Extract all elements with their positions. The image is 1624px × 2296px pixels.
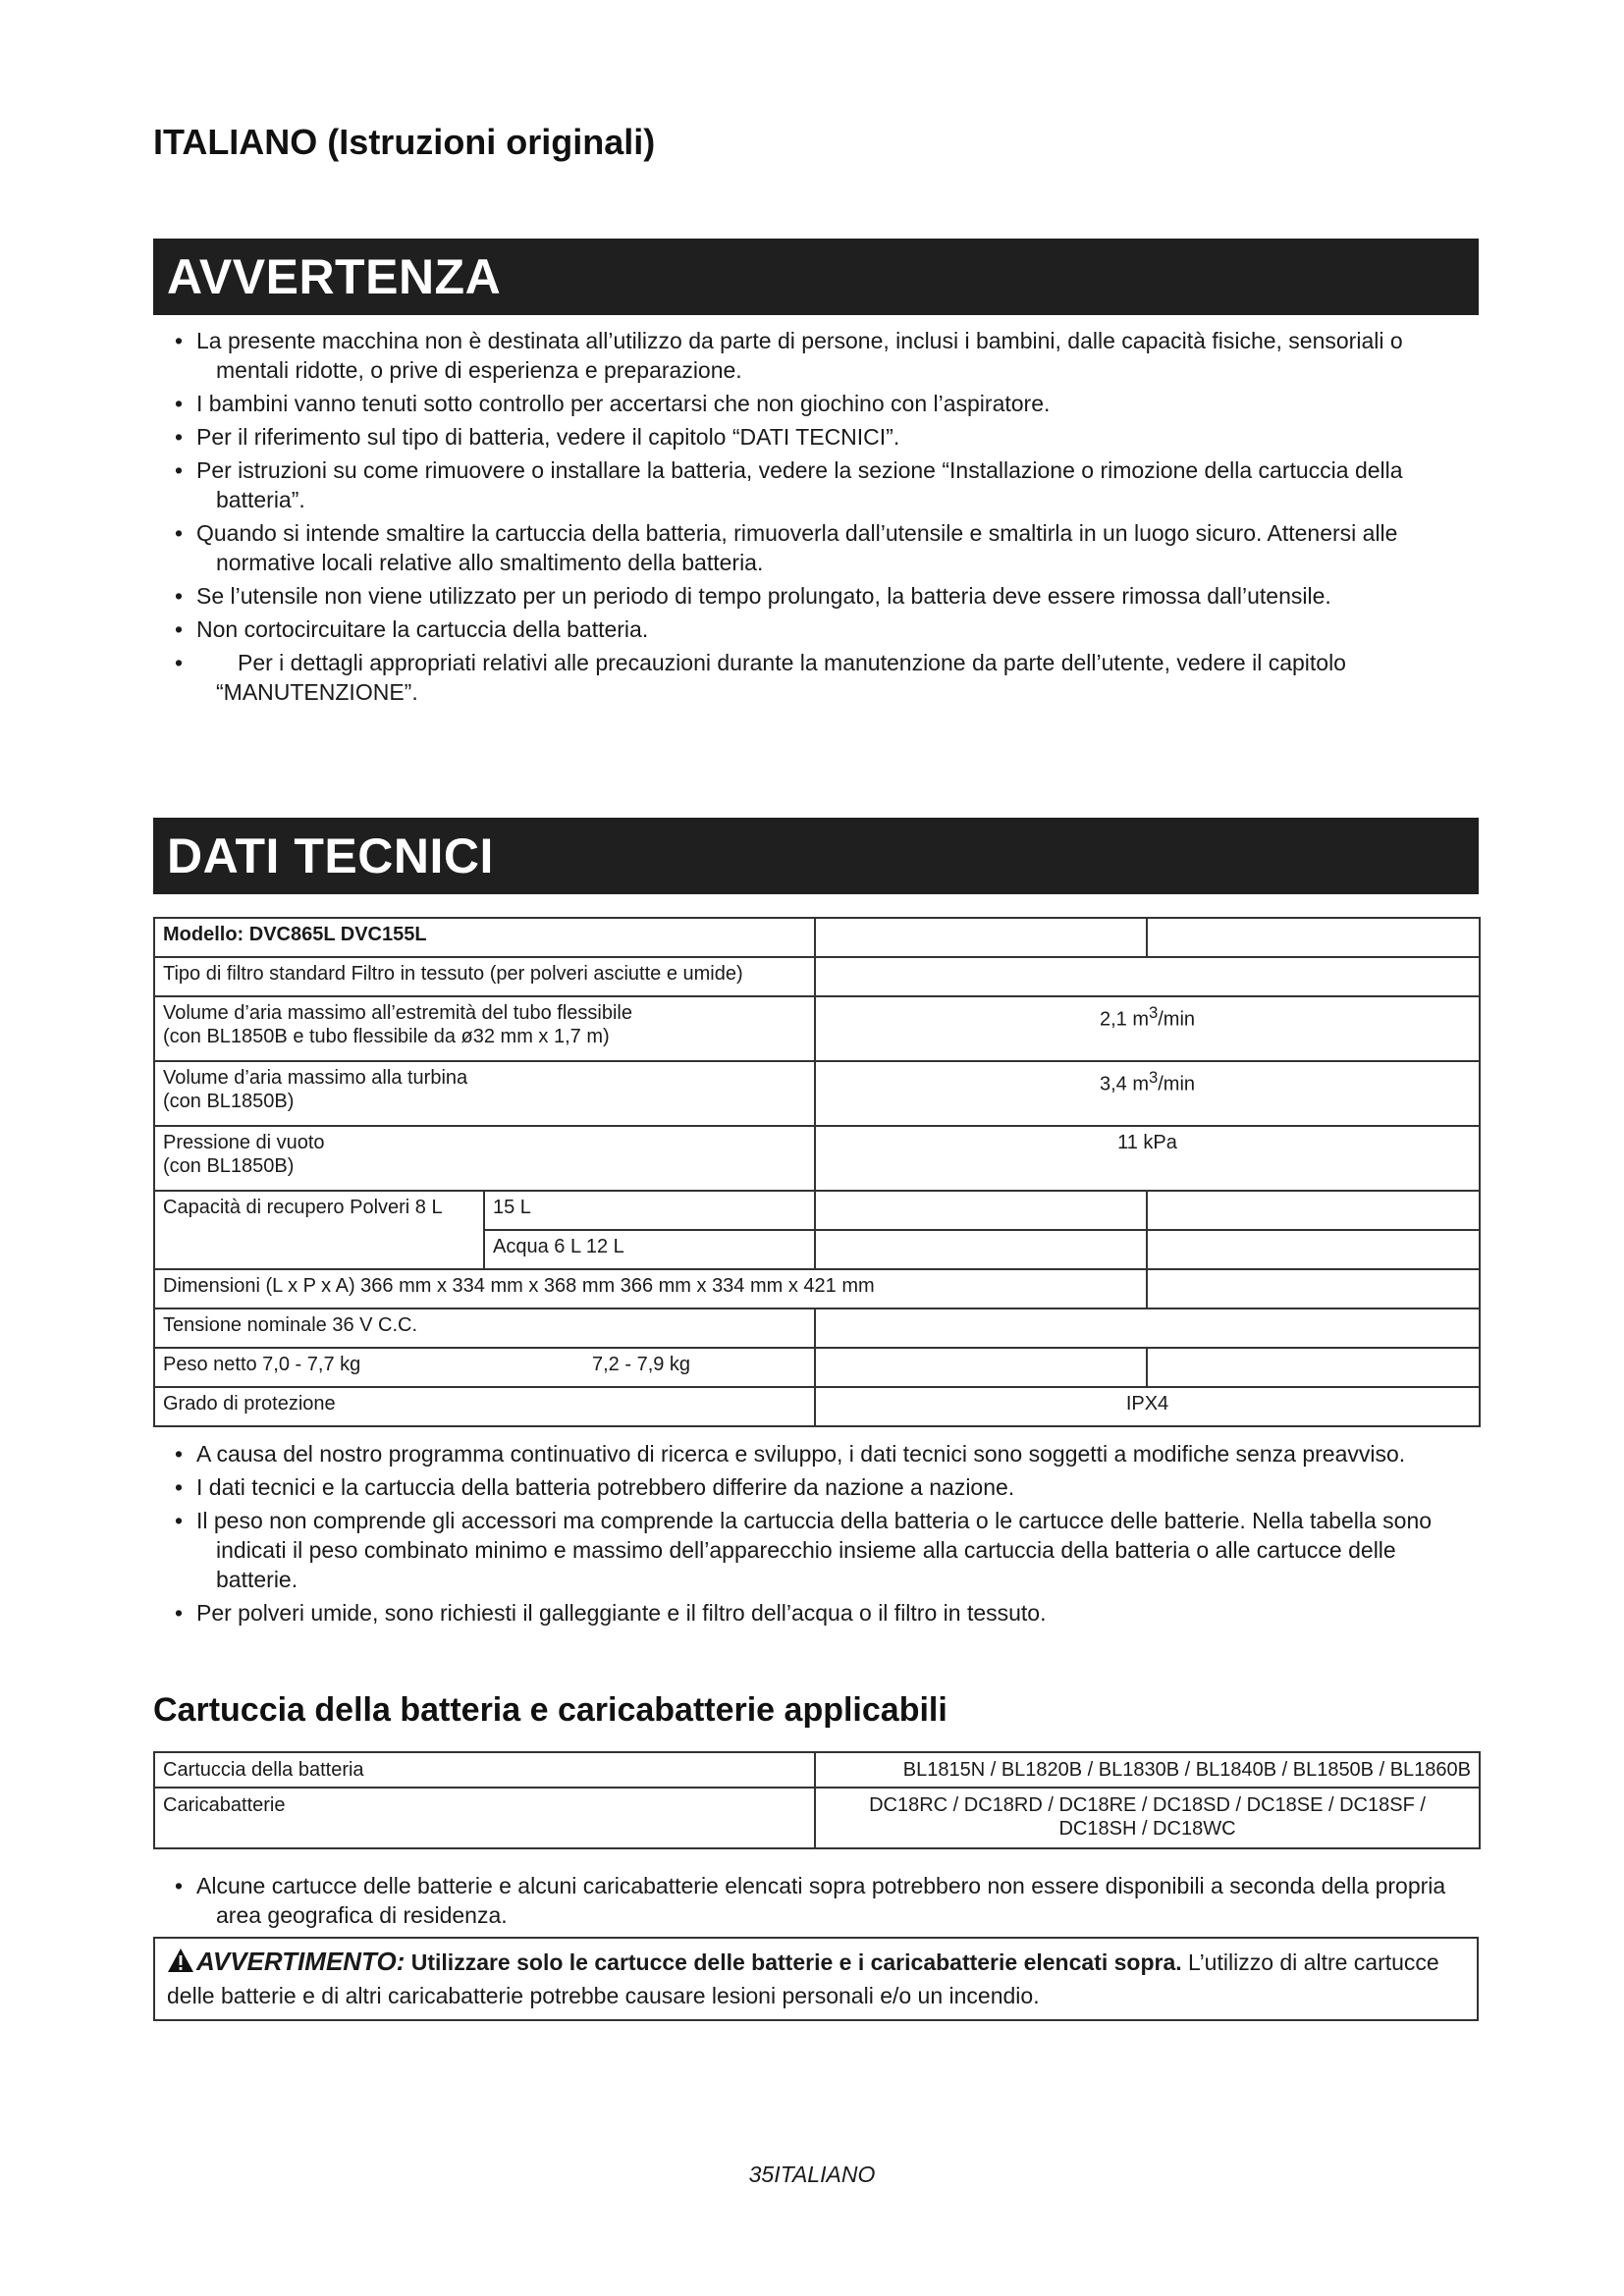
table-row: [154, 957, 1480, 996]
vacuum-label: Pressione di vuoto (con BL1850B): [154, 1126, 815, 1191]
footer-language: ITALIANO: [774, 2162, 876, 2187]
warning-section-title: AVVERTENZA: [153, 239, 1479, 315]
warning-triangle-icon: [167, 1948, 194, 1981]
warning-item: • Per i dettagli appropriati relativi alle precauzioni durante la manutenzione da parte dell’utente, vedere il capitolo “MANUTENZIONE”.: [175, 650, 1346, 705]
airflow-turbine-value: 3,4 $m^3/\min$: [815, 1061, 1480, 1126]
battery-note-list: [153, 1871, 1479, 1934]
caution-box: [153, 1937, 1479, 2021]
note-item: • A causa del nostro programma continuativo di ricerca e sviluppo, i dati tecnici sono soggetti a modifiche senza preavviso.: [175, 1441, 1406, 1467]
weight-a: Peso netto 7,0 - 7,7 kg: [154, 1348, 484, 1387]
charger-models: DC18RC / DC18RD / DC18RE / DC18SD / DC18SE / DC18SF / DC18SH / DC18WC: [815, 1788, 1480, 1848]
caution-text: L’utilizzo di altre cartucce delle batterie e di altri caricabatterie potrebbe causare lesioni personali e/o un incendio.: [167, 1949, 1439, 2008]
table-row: [154, 1269, 1480, 1308]
voltage: Tensione nominale 36 V C.C.: [154, 1308, 815, 1348]
table-row: [154, 1126, 1480, 1191]
warning-item: • I bambini vanno tenuti sotto controllo per accertarsi che non giochino con l’aspiratore.: [175, 391, 1051, 416]
capacity-water: Acqua 6 L 12 L: [484, 1230, 815, 1269]
table-row: [154, 918, 1480, 957]
table-row: [154, 1348, 1480, 1387]
caution-label: AVVERTIMENTO:: [196, 1947, 406, 1976]
warning-item: • Non cortocircuitare la cartuccia della batteria.: [175, 616, 649, 642]
battery-note: • Alcune cartucce delle batterie e alcuni caricabatterie elencati sopra potrebbero non essere disponibili a seconda della propria area geografica di residenza.: [175, 1873, 1446, 1928]
warning-item: • Quando si intende smaltire la cartuccia della batteria, rimuoverla dall’utensile e smaltirla in un luogo sicuro. Attenersi alle normative locali relative allo smaltimento della batteria.: [175, 520, 1398, 575]
airflow-turbine-label: Volume d’aria massimo alla turbina (con BL1850B): [154, 1061, 815, 1126]
weight-b: 7,2 - 7,9 kg: [484, 1348, 815, 1387]
page-footer: [0, 2162, 1624, 2188]
warning-item: • Se l’utensile non viene utilizzato per un periodo di tempo prolungato, la batteria deve essere rimossa dall’utensile.: [175, 583, 1331, 609]
capacity-label: Capacità di recupero Polveri 8 L: [154, 1191, 484, 1230]
battery-label: Cartuccia della batteria: [154, 1752, 815, 1788]
table-row: [154, 996, 1480, 1061]
table-row: [154, 1752, 1480, 1788]
battery-section-title: Cartuccia della batteria e caricabatterie applicabili: [153, 1691, 947, 1729]
filter-type: Tipo di filtro standard Filtro in tessuto (per polveri asciutte e umide): [154, 957, 815, 996]
capacity-dust-b: 15 L: [484, 1191, 815, 1230]
airflow-hose-label: Volume d’aria massimo all’estremità del tubo flessibile (con BL1850B e tubo flessibile da ø32 mm x 1,7 m): [154, 996, 815, 1061]
vacuum-value: 11 kPa: [815, 1126, 1480, 1191]
airflow-hose-value: 2,1 $m^3/\min$: [815, 996, 1480, 1061]
table-row: [154, 1230, 1480, 1269]
table-row: [154, 1788, 1480, 1848]
warning-item: • Per istruzioni su come rimuovere o installare la batteria, vedere la sezione “Installazione o rimozione della cartuccia della batteria”.: [175, 457, 1403, 512]
page-title: ITALIANO (Istruzioni originali): [153, 122, 656, 162]
note-item: • Il peso non comprende gli accessori ma comprende la cartuccia della batteria o le cartucce delle batterie. Nella tabella sono indicati il peso combinato minimo e massimo dell’apparecchio insieme alla cartuccia della batteria o alle cartucce delle batterie.: [175, 1508, 1433, 1592]
table-row: [154, 1387, 1480, 1426]
notes-list: [153, 1439, 1479, 1631]
table-row: [154, 1308, 1480, 1348]
model-label: Modello: DVC865L DVC155L: [154, 918, 815, 957]
protection-label: Grado di protezione: [154, 1387, 815, 1426]
table-row: [154, 1191, 1480, 1230]
note-item: • I dati tecnici e la cartuccia della batteria potrebbero differire da nazione a nazione.: [175, 1474, 1015, 1500]
protection-value: IPX4: [815, 1387, 1480, 1426]
warning-item: • Per il riferimento sul tipo di batteria, vedere il capitolo “DATI TECNICI”.: [175, 424, 900, 450]
battery-table: [153, 1751, 1481, 1849]
specs-table: [153, 917, 1481, 1427]
charger-label: Caricabatterie: [154, 1788, 815, 1848]
page-number: 35: [748, 2162, 775, 2187]
dimensions: Dimensioni (L x P x A) 366 mm x 334 mm x 368 mm 366 mm x 334 mm x 421 mm: [154, 1269, 1147, 1308]
warning-item: • La presente macchina non è destinata all’utilizzo da parte di persone, inclusi i bambini, dalle capacità fisiche, sensoriali o mentali ridotte, o prive di esperienza e preparazione.: [175, 328, 1403, 383]
warning-list: [153, 326, 1479, 711]
table-row: [154, 1061, 1480, 1126]
battery-models: BL1815N / BL1820B / BL1830B / BL1840B / BL1850B / BL1860B: [815, 1752, 1480, 1788]
specs-section-title: DATI TECNICI: [153, 818, 1479, 894]
caution-strong-text: Utilizzare solo le cartucce delle batterie e i caricabatterie elencati sopra.: [410, 1949, 1182, 1975]
note-item: • Per polveri umide, sono richiesti il galleggiante e il filtro dell’acqua o il filtro in tessuto.: [175, 1600, 1047, 1626]
